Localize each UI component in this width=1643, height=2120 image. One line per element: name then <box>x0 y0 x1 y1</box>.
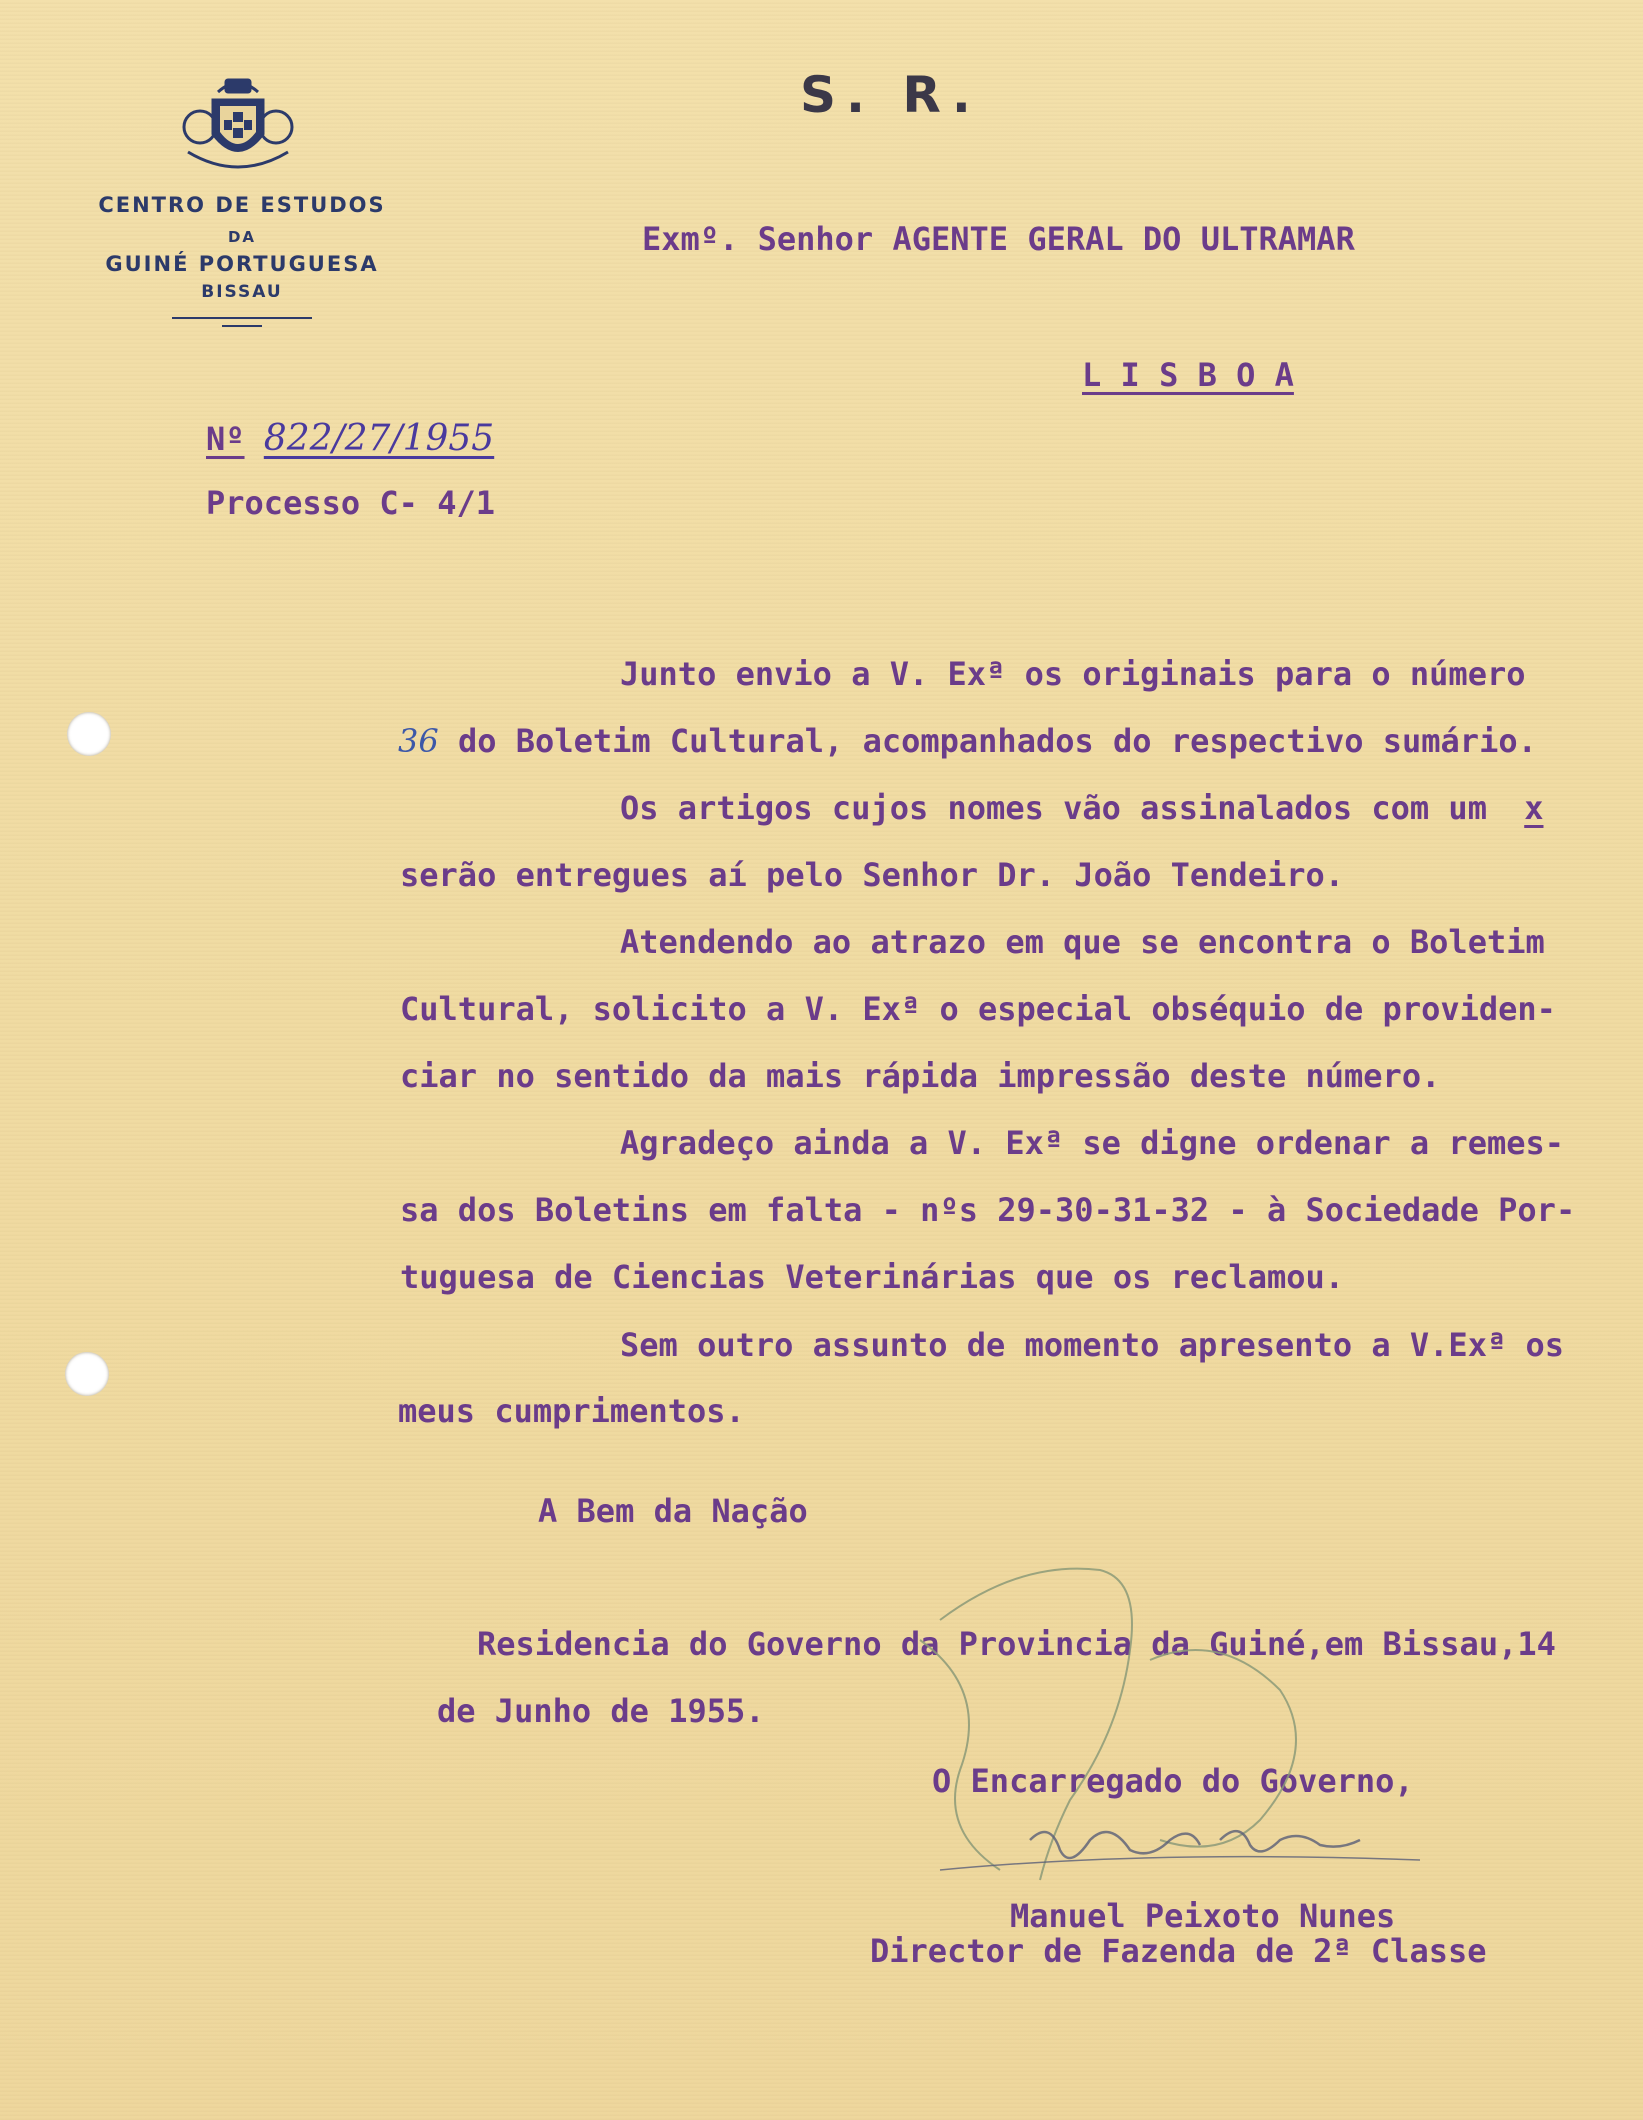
handwritten-signature <box>900 1540 1460 1900</box>
institution-name-line3: GUINÉ PORTUGUESA <box>105 252 379 276</box>
signer-name: Manuel Peixoto Nunes <box>1010 1897 1396 1935</box>
signer-title: Director de Fazenda de 2ª Classe <box>870 1932 1487 1970</box>
body-line-12: meus cumprimentos. <box>398 1392 745 1430</box>
body-line-2-text: do Boletim Cultural, acompanhados do respectivo sumário. <box>457 722 1537 760</box>
institution-name-line2: DA <box>227 228 257 246</box>
signer-role: O Encarregado do Governo, <box>932 1762 1414 1800</box>
body-line-10: tuguesa de Ciencias Veterinárias que os reclamou. <box>400 1258 1345 1296</box>
body-line-5: Atendendo ao atrazo em que se encontra o Boletim <box>620 923 1545 961</box>
service-mark: S. R. <box>800 66 981 124</box>
body-line-4: serão entregues aí pelo Senhor Dr. João Tendeiro. <box>400 856 1345 894</box>
reference-number <box>206 418 494 459</box>
place-date-line-2: de Junho de 1955. <box>437 1692 765 1730</box>
recipient-line: Exmº. Senhor AGENTE GERAL DO ULTRAMAR <box>642 220 1355 258</box>
letterhead-rule-short <box>222 325 262 327</box>
mark-x: x <box>1524 789 1544 827</box>
punch-hole-top <box>67 712 111 756</box>
body-line-9: sa dos Boletins em falta - nºs 29-30-31-32 - à Sociedade Por- <box>400 1191 1576 1229</box>
process-reference: Processo C- 4/1 <box>206 484 495 522</box>
body-line-3-text: Os artigos cujos nomes vão assinalados com um <box>620 789 1487 827</box>
body-line-8: Agradeço ainda a V. Exª se digne ordenar a remes- <box>620 1124 1565 1162</box>
letterhead-rule <box>172 317 312 319</box>
reference-number-prefix: Nº <box>206 420 245 458</box>
body-line-7: ciar no sentido da mais rápida impressão deste número. <box>400 1057 1441 1095</box>
salutation: A Bem da Nação <box>538 1492 808 1530</box>
body-line-11: Sem outro assunto de momento apresento a V.Exª os <box>620 1326 1565 1364</box>
body-line-6: Cultural, solicito a V. Exª o especial obséquio de providen- <box>400 990 1556 1028</box>
institution-name-line1: CENTRO DE ESTUDOS <box>98 193 386 217</box>
reference-number-value: 822/27/1955 <box>263 418 495 459</box>
punch-hole-bottom <box>65 1352 109 1396</box>
institution-name-line4: BISSAU <box>201 282 283 302</box>
coat-of-arms-icon <box>178 72 298 177</box>
body-line-1: Junto envio a V. Exª os originais para o número <box>620 655 1526 693</box>
place-date-line-1: Residencia do Governo da Provincia da Guiné,em Bissau,14 <box>477 1625 1556 1663</box>
recipient-city: L I S B O A <box>1082 356 1294 394</box>
handwritten-issue-number: 36 <box>398 722 439 760</box>
body-line-3 <box>620 789 1543 827</box>
body-line-2 <box>398 722 1537 760</box>
